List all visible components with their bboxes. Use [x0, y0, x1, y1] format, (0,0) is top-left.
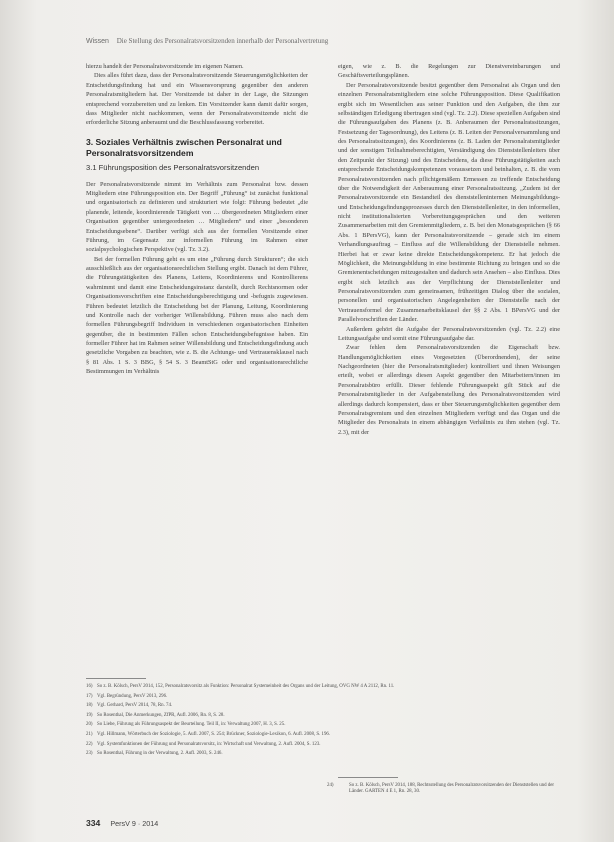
footnote-number: 21): [86, 731, 93, 737]
footnote-number: 19): [86, 712, 93, 718]
body-paragraph: hierzu handelt der Personalratsvorsitzende im eigenen Namen.: [86, 63, 244, 70]
footnote: [86, 694, 308, 700]
footnote-text: So Liebe, Führung als Führungsaspekt der Beurteilung. Teil II, in: Verwaltung 2007, H. 3, S. 25.: [97, 722, 286, 728]
running-head-title: Die Stellung des Personalratsvorsitzenden innerhalb der Personalvertretung: [116, 37, 329, 45]
footnotes-left: [86, 678, 395, 761]
footnote: [86, 731, 331, 738]
footnote-number: 18): [86, 703, 93, 709]
body-paragraph: Der Personalratsvorsitzende nimmt im Verhältnis zum Personalrat bzw. dessen Mitgliedern eine Führungsposition ein. Der Begriff „Führung“ ist zunächst funktional und organisatorisch zu definieren und strukturiert wie folgt: Führung bedeutet „die planende, leitende, koordinierende Tätigkeit von … übergeordneten Mitgliedern einer Organisation gegenüber untergeordneten … Mitgliedern“ und einer „besonderen Entscheidungsebene“. Darüber verfügt sich aus der formellen Vorsitzende einer Führung, im Gegensatz zur informellen Führung im Rahmen einer sozialpsychologischen Perspektive (vgl. Tz. 3.2).: [86, 180, 308, 254]
body-paragraph: Bei der formellen Führung geht es um eine „Führung durch Strukturen“; die sich ausschließlich aus der organisationsrechtlichen Stellung ergibt. Danach ist dem Führer, die Führungstätigkeiten des Planens, Leitens, Koordinierens und Kontrollierens wahrnimmt und damit eine Entscheidungsinstanz darstellt, durch Rechtsnormen oder Organisationsvorschriften eine Entscheidungsberechtigung und -befugnis zugewiesen. Führen bedeutet letztlich die Entscheidung bei der Planung, Leitung, Koordinierung und Kontrolle nach der vorheriger Willensbildung. Führen muss also nach dem formellen Führungsbegriff Individuen in verschiedenen organisatorischen Einheiten gegenüber, die in bestimmten Fällen schon Entscheidungsbefugnisse haben. Ein formeller Führer hat im Rahmen seiner Willensbildung und Entscheidungsfindung auch gesetzliche Vorgaben zu beachten, wie z. B. die Achtungs- und Vertrauensklausel nach § 81 Abs. 1 S. 3 BBG, § 54 S. 3 BeamtStG oder und organisationsrechtliche Bestimmungen im Verhältnis: [86, 255, 308, 376]
footnote-number: 16): [86, 684, 93, 689]
footnote: [327, 783, 560, 796]
page-number: 334: [86, 818, 101, 828]
left-column: [86, 62, 308, 377]
body-paragraph: Zwar fehlen dem Personalratsvorsitzenden die Eigenschaft bzw. Handlungsmöglichkeiten eines Vorgesetzten (Überordnenden), der seine Nachgeordneten (hier die Personalratsmitglieder) kontrolliert und ihnen Weisungen erteilt, wobei er allerdings diesen Aspekt gegenüber den Mitarbeitern/innen im Personalratsbüro erfüllt. Dieser fehlende Führungsaspekt gilt Stück auf die Personalratsmitglieder in der Aufgabenstellung des Personalratsvorsitzenden wird allerdings dadurch kompensiert, dass er über Steuerungsmöglichkeiten gegenüber dem Personalratsgremium und den einzelnen Mitgliedern verfügt und das Organ und die Mitglieder des Personalrats in einem abhängigen Verhältnis zu ihm stehen (vgl. Tz. 2.3), mit der: [338, 344, 560, 436]
footnote-text: Vgl. Hillmann, Wörterbuch der Soziologie, 5. Aufl. 2007, S. 254; Brückner, Soziologie-Lexikon, 6. Aufl. 2008, S. 196.: [97, 731, 331, 737]
running-head: [86, 37, 566, 45]
body-paragraph: Dies alles führt dazu, dass der Personalratsvorsitzende Steuerungsmöglichkeiten der Entscheidungsfindung hat und ein Wissensvorsprung gegenüber den anderen Personalratsmitgliedern hat. Der Vorsitzende ist daher in der Lage, die Sitzungen entsprechend vorzubereiten und zu lenken. Ein Vorsitzender kann damit dafür sorgen, dass Mitglieder nicht nachkommen, wenn der Personalratsvorsitzende nicht die erforderliche Sitzung anberaumt und die Beschlussfassung vorbereitet.: [86, 72, 308, 127]
footnote-text: So z. B. Kölsch, PersV 2014, 188, Rechtsstellung des Personalratsvorsitzenden der Dienststellen und der Länder. GARTEN 4 E 1, Rn. 28, 30.: [349, 783, 555, 795]
footnote-text: So Rosenthal, Führung in der Verwaltung, 2. Aufl. 2003, S. 246.: [97, 751, 223, 757]
footnote-number: 22): [86, 741, 93, 747]
footnote-number: 17): [86, 693, 93, 699]
page-footer: [86, 818, 158, 828]
footnote-text: So Rosenthal, Die Anmerkungen, ZfPR, Aufl. 2006, Rn. 8, S. 28.: [97, 712, 225, 718]
body-paragraph: Der Personalratsvorsitzende besitzt gegenüber dem Personalrat als Organ und den einzelnen Personalratsmitgliedern eine solche Führungsposition. Diese Qualifikation ergibt sich im Wesentlichen aus seiner Funktion und den Aufgaben, die ihm zur selbständigen Erledigung übertragen sind (vgl. Tz. 2.2). Diese speziellen Aufgaben sind die Führungsaufgaben des Planens (z. B. Anberaumen der Personalratssitzungen, Festsetzung der Tagesordnung), des Leitens (z. B. Leiten der Personalversammlung und des Personalratssitzungen), des Koordinierens (z. B. Laden der Personalratsmitglieder und der sonstigen Teilnahmeberechtigten, Verständigung des Dienststellenleiters über den Zeitpunkt der Sitzung) und des Entscheidens, da diese Führungstätigkeiten auch entsprechende Entscheidungskompetenzen voraussetzen und beinhalten, z. B. die vom Personalratsvorsitzenden nach pflichtgemäßem Ermessen zu treffende Entscheidung über die Notwendigkeit der Anberaumung einer Personalratssitzung. „Zudem ist der Personalratsvorsitzende ein Bestandteil des dienststelleninternen Meinungsbildungs- und Entscheidungsfindungsprozesses durch den Dienststellenleiter, in den informellen, nicht institutionalisierten Vorbereitungsgesprächen und den weiteren Zusammenarbeiten mit den Gremienmitgliedern, z. B. bei den Monatsgesprächen (§ 66 Abs. 1 BPersVG), kann der Personalratsvorsitzende – gerade sich im einem Verhandlungsauftrag – Einfluss auf die Willensbildung der Dienststelle nehmen. Hierbei hat er zwar keine direkte Entscheidungskompetenz. Er hat jedoch die Möglichkeit, die Meinungsbildung in eine bestimmte Richtung zu bringen und so die Gremienentscheidungen mitzugestalten und dadurch sein Ansehen – also Einfluss. Dies ergibt sich letztlich aus der Verpflichtung der Dienststellenleiter und Personalratsvorsitzenden zum gemeinsamen, frühzeitigen Dialog über die sozialen, personellen und organisatorischen Angelegenheiten der Dienststelle nach der Vertrauensformel der Zusammenarbeitsklausel der §§ 2 Abs. 1 BPersVG und der Parallelvorschriften der Länder.: [338, 81, 560, 324]
journal-issue: PersV 9 · 2014: [110, 819, 159, 828]
footnote-text: Vgl. Systemfunktionen der Führung und Personalratsvorsitz, in: Wirtschaft und Verwaltung, 2. Aufl. 2004, S. 123.: [97, 741, 321, 747]
right-column: [338, 62, 560, 437]
footnote: [86, 751, 308, 757]
footnote-text: Vgl. Begründung, PersV 2013, 296.: [97, 693, 168, 699]
body-paragraph: eigen, wie z. B. die Regelungen zur Dienstvereinbarungen und Geschäftsverteilungsplänen.: [338, 63, 560, 80]
subsection-heading: 3.1 Führungsposition des Personalratsvorsitzenden: [86, 162, 260, 172]
body-paragraph: Außerdem gehört die Aufgabe der Personalratsvorsitzenden (vgl. Tz. 2.2) eine Leitungsaufgabe und somit eine Führungsaufgabe dar.: [338, 325, 560, 342]
footnote-rule: [86, 678, 146, 679]
footnote-rule: [338, 777, 398, 778]
footnotes-right: [327, 777, 560, 799]
footnote: [86, 684, 395, 690]
footnote-number: 20): [86, 722, 93, 728]
section-heading: 3. Soziales Verhältnis zwischen Personalrat und Personalratsvorsitzendem: [86, 136, 282, 158]
footnote-number: 23): [86, 751, 93, 757]
footnote-text: So z. B. Kölsch, PersV 2014, 152, Personalratsvorsitz als Funktion: Personalrat Systemeinheit des Organs und der Leitung, OVG NW 4 A 2112, Rn. 11.: [97, 684, 395, 689]
footnote: [86, 741, 321, 748]
footnote-number: 24): [327, 783, 334, 788]
footnote-text: Vgl. Gerhard, PersV 2014, 78, Rn. 74.: [97, 703, 173, 709]
footnote: [86, 703, 308, 709]
footnote: [86, 713, 308, 719]
running-head-section: Wissen: [86, 38, 109, 45]
footnote: [86, 722, 308, 728]
